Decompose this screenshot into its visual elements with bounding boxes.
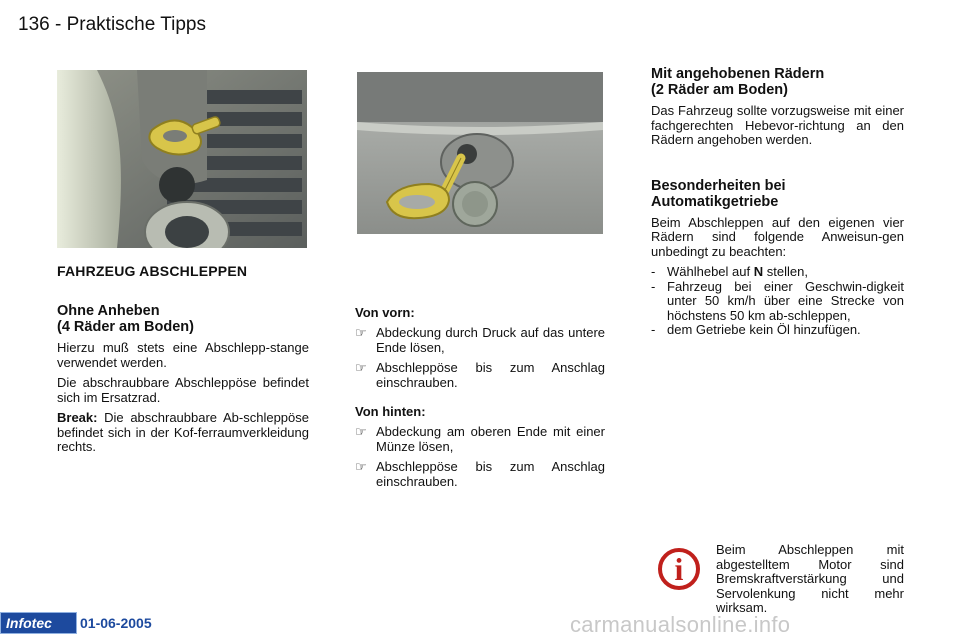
automatic-instructions-list <box>651 265 904 338</box>
item3: dem Getriebe kein Öl hinzufügen. <box>667 322 861 337</box>
rear-tow-eye-illustration <box>357 72 603 234</box>
left-heading-line1: Ohne Anheben <box>57 303 160 319</box>
left-column <box>57 303 309 461</box>
rear-step-1: Abdeckung am oberen Ende mit einer Münze lösen, <box>376 424 605 454</box>
list-item <box>355 460 605 489</box>
right-para2: Beim Abschleppen auf den eigenen vier Rädern sind folgende Anweisun-gen unbedingt zu beachten: <box>651 214 904 259</box>
right-column <box>651 66 904 338</box>
item1-post: stellen, <box>763 264 808 279</box>
hand-pointer-icon: ☞ <box>355 459 367 474</box>
rear-step-2: Abschleppöse bis zum Anschlag einschrauben. <box>376 459 605 489</box>
section-title: Praktische Tipps <box>66 14 206 35</box>
front-tow-eye-illustration <box>57 70 307 248</box>
left-para1: Hierzu muß stets eine Abschlepp-stange verwendet werden. <box>57 340 309 370</box>
photo-front-tow-eye <box>57 70 307 248</box>
front-step-2: Abschleppöse bis zum Anschlag einschrauben. <box>376 360 605 390</box>
list-item <box>651 280 904 324</box>
rear-steps-list <box>355 425 605 489</box>
right-heading2-line1: Besonderheiten bei <box>651 177 786 194</box>
dash-marker: - <box>651 322 656 337</box>
footer-date: 01-06-2005 <box>80 615 152 631</box>
item2: Fahrzeug bei einer Geschwin-digkeit unter 50 km/h über eine Strecke von höchstens 50 km ab-schleppen, <box>667 278 904 323</box>
right-para1: Das Fahrzeug sollte vorzugsweise mit einer fachgerechten Hebevor-richtung an den Rädern angehoben werden. <box>651 103 904 147</box>
list-item <box>651 323 904 338</box>
break-label: Break: <box>57 410 98 425</box>
list-item <box>355 425 605 454</box>
photo-rear-tow-eye <box>357 72 603 234</box>
right-heading1-line2: (2 Räder am Boden) <box>651 82 788 98</box>
left-heading-line2: (4 Räder am Boden) <box>57 319 194 335</box>
list-item <box>355 361 605 390</box>
info-icon <box>657 547 701 591</box>
header-separator: - <box>54 14 62 35</box>
left-body <box>57 341 309 455</box>
front-steps-list <box>355 326 605 390</box>
left-break-para <box>57 411 309 455</box>
middle-column <box>355 305 605 495</box>
hand-pointer-icon: ☞ <box>355 325 367 340</box>
front-label: Von vorn: <box>355 305 415 320</box>
list-item <box>355 326 605 355</box>
list-item <box>651 265 904 280</box>
left-para2: Die abschraubbare Abschleppöse befindet sich im Ersatzrad. <box>57 375 309 405</box>
right-heading2-line2: Automatikgetriebe <box>651 193 779 210</box>
hand-pointer-icon: ☞ <box>355 424 367 439</box>
right-heading1-line1: Mit angehobenen Rädern <box>651 66 825 82</box>
item1-pre: Wählhebel auf <box>667 264 754 279</box>
hand-pointer-icon: ☞ <box>355 360 367 375</box>
watermark: carmanualsonline.info <box>570 612 791 637</box>
infotec-logo: Infotec <box>0 612 77 634</box>
note-text: Beim Abschleppen mit abgestelltem Motor sind Bremskraftverstärkung und Servolenkung nicht mehr wirksam. <box>716 542 904 615</box>
dash-marker: - <box>651 264 656 279</box>
page-header <box>18 14 206 36</box>
rear-label: Von hinten: <box>355 404 426 419</box>
dash-marker: - <box>651 278 656 294</box>
item1-bold: N <box>753 264 764 279</box>
info-letter: i <box>674 551 684 587</box>
page-number: 136 <box>18 14 50 35</box>
break-text: Die abschraubbare Ab-schleppöse befindet sich in der Kof-ferraumverkleidung rechts. <box>57 410 309 454</box>
main-title: FAHRZEUG ABSCHLEPPEN <box>57 263 248 279</box>
front-step-1: Abdeckung durch Druck auf das untere Ende lösen, <box>376 325 605 355</box>
